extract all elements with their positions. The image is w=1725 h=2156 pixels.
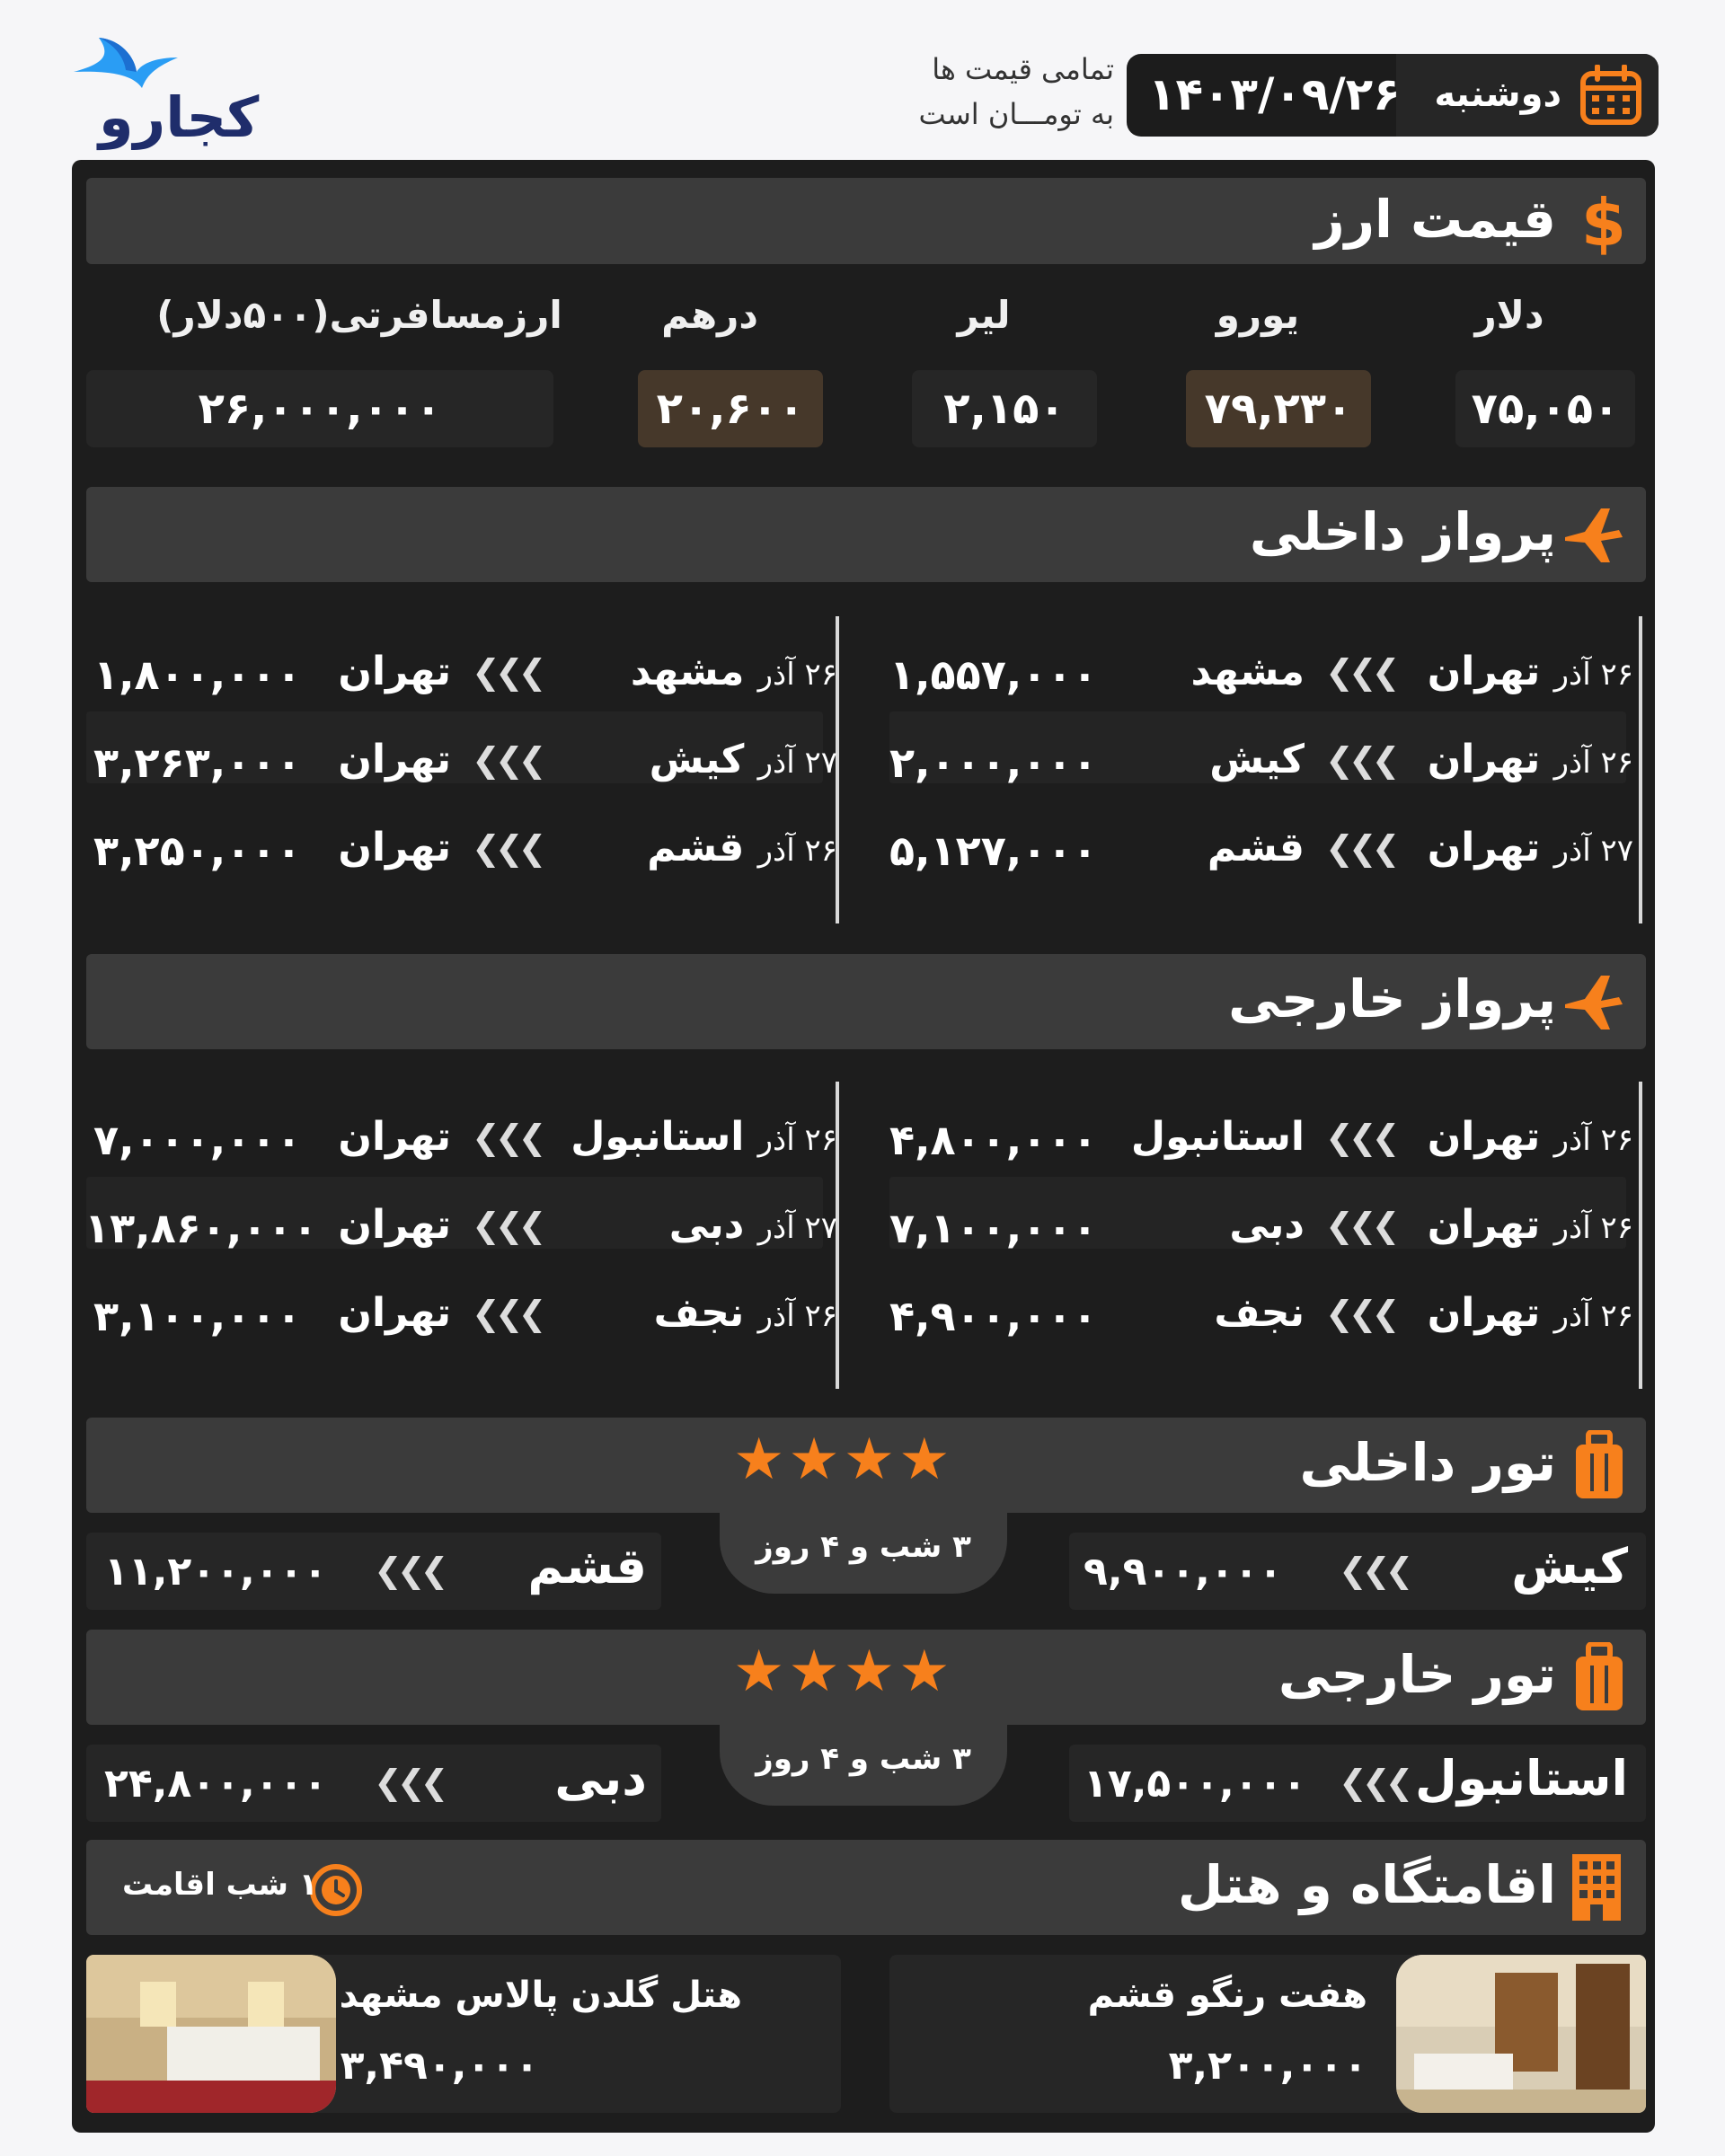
star-icon: ★	[898, 1639, 954, 1705]
tour-duration-tab	[720, 1725, 1007, 1806]
chevrons-left-icon: ❮❮❮	[1325, 828, 1395, 868]
flight-destination: تهران	[338, 649, 451, 694]
chevrons-left-icon: ❮❮❮	[1325, 1206, 1395, 1245]
domestic-flights-header	[86, 487, 1646, 582]
domestic-tour-title: تور داخلی	[1299, 1432, 1556, 1493]
chevrons-left-icon: ❮❮❮	[374, 1551, 444, 1590]
flight-date-origin: ۲۷ آذر دبی	[668, 1202, 837, 1248]
tour-row	[86, 1745, 661, 1822]
tour-destination: کیش	[1511, 1538, 1628, 1595]
chevrons-left-icon: ❮❮❮	[472, 1206, 542, 1245]
brand-name: کجارو	[99, 84, 260, 150]
flight-destination: قشم	[1207, 825, 1305, 870]
chevrons-left-icon: ❮❮❮	[1339, 1763, 1409, 1802]
flight-price: ۳,۲۵۰,۰۰۰	[93, 826, 302, 875]
chevrons-left-icon: ❮❮❮	[472, 828, 542, 868]
star-icon: ★	[788, 1639, 844, 1705]
flight-price: ۱,۵۵۷,۰۰۰	[889, 650, 1098, 699]
divider	[1639, 616, 1642, 923]
calendar-icon	[1579, 65, 1642, 126]
chevrons-left-icon: ❮❮❮	[1325, 652, 1395, 692]
hotel-name: هتل گلدن پالاس مشهد	[339, 1975, 742, 2016]
hotel-price: ۳,۴۹۰,۰۰۰	[340, 2043, 539, 2089]
domestic-flights-title: پرواز داخلی	[1249, 501, 1556, 562]
flight-destination: استانبول	[1130, 1114, 1305, 1160]
currency-value-dollar: ۷۵,۰۵۰	[1455, 370, 1635, 447]
tour-row	[86, 1533, 661, 1610]
flight-destination: مشهد	[1190, 649, 1305, 694]
flight-date-origin: ۲۷ آذر کیش	[649, 737, 837, 782]
tour-price: ۹,۹۰۰,۰۰۰	[1084, 1549, 1283, 1595]
star-icon: ★	[843, 1639, 899, 1705]
currency-title: قیمت ارز	[1314, 189, 1556, 250]
chevrons-left-icon: ❮❮❮	[472, 740, 542, 780]
flight-date-origin: ۲۶ آذر تهران	[1427, 1114, 1633, 1160]
flight-destination: تهران	[338, 1290, 451, 1336]
price-note-line2: به تومـــان است	[918, 97, 1114, 131]
stay-duration: ۱ شب اقامت	[122, 1867, 318, 1903]
currency-header	[86, 178, 1646, 264]
chevrons-left-icon: ❮❮❮	[1325, 740, 1395, 780]
airplane-icon	[1558, 501, 1626, 570]
hotel-card	[889, 1955, 1646, 2113]
day-name: دوشنبه	[1434, 74, 1561, 115]
tour-price: ۲۴,۸۰۰,۰۰۰	[104, 1761, 328, 1807]
dollar-icon: $	[1580, 185, 1626, 261]
flight-date-origin: ۲۷ آذر تهران	[1427, 825, 1633, 870]
star-icon: ★	[733, 1639, 789, 1705]
chevrons-left-icon: ❮❮❮	[1325, 1294, 1395, 1333]
tour-destination: دبی	[554, 1750, 647, 1807]
hotels-title: اقامتگاه و هتل	[1177, 1854, 1556, 1915]
price-note	[880, 47, 1114, 137]
flight-date-origin: ۲۶ آذر تهران	[1427, 737, 1633, 782]
hotel-price: ۳,۲۰۰,۰۰۰	[1168, 2043, 1367, 2089]
flight-date-origin: ۲۶ آذر استانبول	[571, 1114, 837, 1160]
flight-price: ۱,۸۰۰,۰۰۰	[93, 650, 302, 699]
chevrons-left-icon: ❮❮❮	[472, 1118, 542, 1157]
tour-row	[1069, 1745, 1646, 1822]
currency-label-lira: لیر	[957, 293, 1011, 337]
flight-price: ۵,۱۲۷,۰۰۰	[889, 826, 1098, 875]
date-bar	[1127, 54, 1659, 137]
currency-label-travel: ارزمسافرتی(۵۰۰دلار)	[156, 293, 562, 337]
flight-price: ۳,۲۶۳,۰۰۰	[93, 738, 302, 787]
tour-duration: ۳ شب و ۴ روز	[756, 1741, 971, 1777]
international-tour-title: تور خارجی	[1278, 1644, 1556, 1705]
star-icon: ★	[898, 1427, 954, 1493]
flight-price: ۴,۹۰۰,۰۰۰	[889, 1292, 1098, 1340]
main-card	[72, 160, 1655, 2133]
flight-destination: تهران	[338, 1114, 451, 1160]
airplane-icon	[1558, 968, 1626, 1037]
flight-destination: کیش	[1209, 737, 1305, 782]
chevrons-left-icon: ❮❮❮	[472, 1294, 542, 1333]
brand-logo	[72, 31, 288, 150]
price-note-line1: تمامی قیمت ها	[932, 52, 1114, 86]
flight-destination: تهران	[338, 737, 451, 782]
star-rating	[733, 1639, 954, 1705]
flight-date-origin: ۲۶ آذر نجف	[653, 1290, 837, 1336]
flight-date-origin: ۲۶ آذر قشم	[647, 825, 837, 870]
divider	[1639, 1082, 1642, 1389]
tour-duration-tab	[720, 1513, 1007, 1594]
star-icon: ★	[733, 1427, 789, 1493]
star-rating	[733, 1427, 954, 1493]
date-value: ۱۴۰۳/۰۹/۲۶	[1148, 68, 1401, 120]
suitcase-icon	[1572, 1430, 1626, 1502]
star-icon: ★	[788, 1427, 844, 1493]
flight-date-origin: ۲۶ آذر تهران	[1427, 1202, 1633, 1248]
flight-price: ۷,۰۰۰,۰۰۰	[93, 1116, 302, 1164]
chevrons-left-icon: ❮❮❮	[374, 1763, 444, 1802]
flight-date-origin: ۲۶ آذر تهران	[1427, 649, 1633, 694]
chevrons-left-icon: ❮❮❮	[1339, 1551, 1409, 1590]
currency-value-travel: ۲۶,۰۰۰,۰۰۰	[86, 370, 553, 447]
tour-destination: قشم	[527, 1538, 647, 1595]
hotel-card	[86, 1955, 841, 2113]
currency-value-euro: ۷۹,۲۳۰	[1186, 370, 1371, 447]
currency-value-lira: ۲,۱۵۰	[912, 370, 1097, 447]
building-icon	[1567, 1851, 1626, 1924]
day-box	[1396, 54, 1659, 137]
hotel-photo	[1396, 1955, 1646, 2113]
hotel-photo	[86, 1955, 336, 2113]
flight-price: ۲,۰۰۰,۰۰۰	[889, 738, 1098, 787]
suitcase-icon	[1572, 1642, 1626, 1714]
currency-label-dirham: درهم	[661, 293, 758, 337]
star-icon: ★	[843, 1427, 899, 1493]
flight-price: ۴,۸۰۰,۰۰۰	[889, 1116, 1098, 1164]
tour-row	[1069, 1533, 1646, 1610]
currency-value-dirham: ۲۰,۶۰۰	[638, 370, 823, 447]
international-flights-header	[86, 954, 1646, 1049]
flight-destination: دبی	[1229, 1202, 1305, 1248]
flight-price: ۱۳,۸۶۰,۰۰۰	[84, 1204, 318, 1252]
flight-destination: تهران	[338, 1202, 451, 1248]
flight-date-origin: ۲۶ آذر مشهد	[630, 649, 837, 694]
flight-destination: تهران	[338, 825, 451, 870]
chevrons-left-icon: ❮❮❮	[1325, 1118, 1395, 1157]
tour-duration: ۳ شب و ۴ روز	[756, 1529, 971, 1565]
flight-date-origin: ۲۶ آذر تهران	[1427, 1290, 1633, 1336]
flight-price: ۳,۱۰۰,۰۰۰	[93, 1292, 302, 1340]
chevrons-left-icon: ❮❮❮	[472, 652, 542, 692]
international-flights-title: پرواز خارجی	[1228, 968, 1556, 1029]
currency-label-euro: یورو	[1216, 293, 1300, 337]
flight-destination: نجف	[1214, 1290, 1305, 1336]
tour-price: ۱۷,۵۰۰,۰۰۰	[1084, 1761, 1307, 1807]
currency-label-dollar: دلار	[1474, 293, 1544, 337]
flight-price: ۷,۱۰۰,۰۰۰	[889, 1204, 1098, 1252]
hotels-header	[86, 1840, 1646, 1935]
hotel-name: هفت رنگو قشم	[1087, 1975, 1367, 2016]
tour-destination: استانبول	[1415, 1750, 1628, 1807]
tour-price: ۱۱,۲۰۰,۰۰۰	[104, 1549, 328, 1595]
